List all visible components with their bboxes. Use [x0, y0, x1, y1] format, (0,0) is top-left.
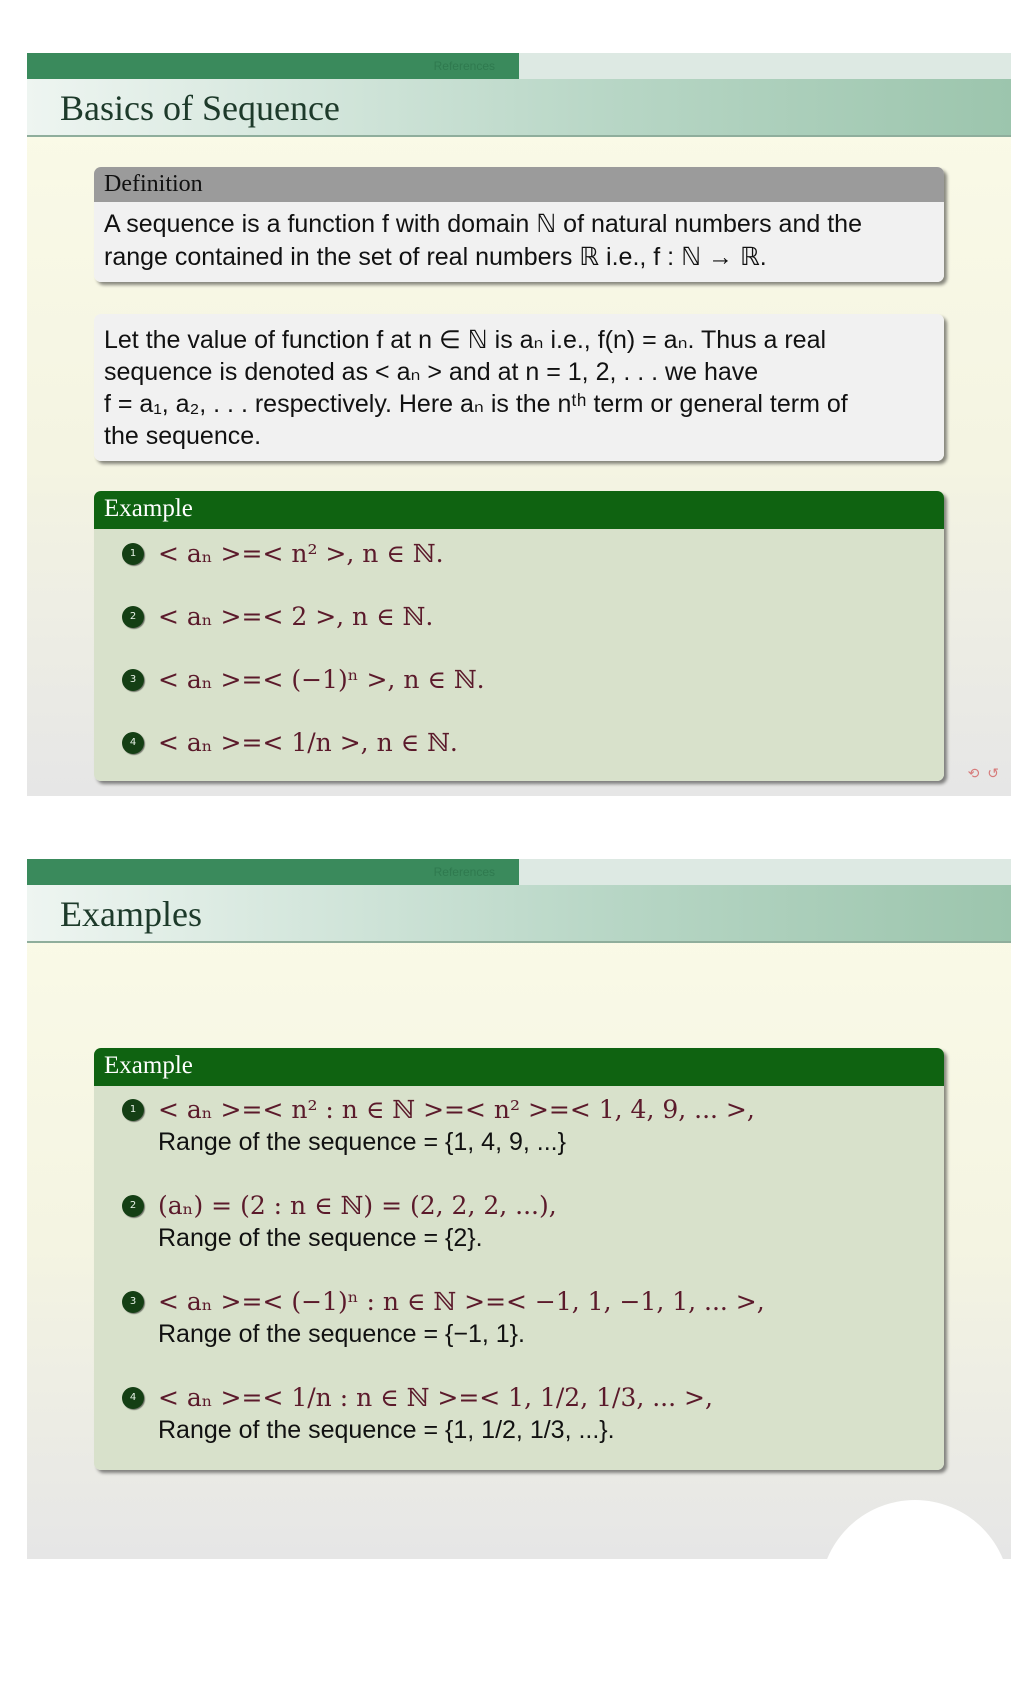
slide-title-bar [27, 79, 1011, 137]
slide-examples [27, 859, 1011, 1559]
list-item [122, 1374, 934, 1470]
slide-title-bar [27, 885, 1011, 943]
item-number-badge: 4 [122, 1387, 144, 1409]
range-statement: Range of the sequence = {1, 1/2, 1/3, ...}. [158, 1416, 615, 1444]
item-number-badge: 3 [122, 1291, 144, 1313]
example-formula: < aₙ >=< 2 >, n ∈ ℕ. [158, 602, 434, 631]
example-formula: < aₙ >=< n² : n ∈ ℕ >=< n² >=< 1, 4, 9, ... >, [158, 1095, 755, 1124]
top-navigation-bar [27, 859, 1011, 885]
list-item [122, 718, 934, 781]
slide-title: Basics of Sequence [60, 88, 340, 128]
sequence-explanation-block [94, 314, 944, 461]
item-number-badge: 1 [122, 1099, 144, 1121]
item-number-badge: 3 [122, 669, 144, 691]
explanation-line-3: f = a₁, a₂, . . . respectively. Here aₙ is the nᵗʰ term or general term of [104, 390, 848, 418]
definition-block [94, 167, 944, 282]
example-heading: Example [94, 491, 944, 529]
range-statement: Range of the sequence = {1, 4, 9, ...} [158, 1128, 566, 1156]
example-formula: < aₙ >=< 1/n >, n ∈ ℕ. [158, 728, 458, 757]
beamer-navigation-icons[interactable]: ⟲ ↺ [967, 765, 1001, 781]
top-navigation-bar [27, 53, 1011, 79]
list-item [122, 1086, 934, 1182]
range-statement: Range of the sequence = {−1, 1}. [158, 1320, 525, 1348]
top-bar-left [27, 53, 519, 79]
top-bar-right [519, 53, 1011, 79]
sequence-explanation-body [94, 314, 944, 461]
floating-overlay-circle[interactable] [820, 1500, 1010, 1690]
example-block [94, 491, 944, 781]
definition-line-2: range contained in the set of real numbers ℝ i.e., f : ℕ → ℝ. [104, 243, 767, 271]
example-heading: Example [94, 1048, 944, 1086]
slide-basics-of-sequence [27, 53, 1011, 796]
definition-heading: Definition [94, 167, 944, 202]
example-formula: < aₙ >=< (−1)ⁿ >, n ∈ ℕ. [158, 665, 485, 694]
example-block [94, 1048, 944, 1470]
range-statement: Range of the sequence = {2}. [158, 1224, 483, 1252]
example-list [94, 529, 944, 781]
references-link[interactable]: References [433, 865, 495, 879]
example-formula: (aₙ) = (2 : n ∈ ℕ) = (2, 2, 2, ...), [158, 1191, 557, 1220]
explanation-line-2: sequence is denoted as < aₙ > and at n = 1, 2, . . . we have [104, 358, 759, 386]
example-formula: < aₙ >=< n² >, n ∈ ℕ. [158, 539, 444, 568]
top-bar-left [27, 859, 519, 885]
item-number-badge: 1 [122, 543, 144, 565]
list-item [122, 1278, 934, 1374]
example-list [94, 1086, 944, 1470]
references-link[interactable]: References [433, 59, 495, 73]
item-number-badge: 2 [122, 1195, 144, 1217]
list-item [122, 1182, 934, 1278]
explanation-line-1: Let the value of function f at n ∈ ℕ is aₙ i.e., f(n) = aₙ. Thus a real [104, 326, 827, 354]
list-item [122, 529, 934, 592]
definition-body [94, 202, 944, 282]
example-formula: < aₙ >=< (−1)ⁿ : n ∈ ℕ >=< −1, 1, −1, 1, ... >, [158, 1287, 765, 1316]
list-item [122, 655, 934, 718]
slide-title: Examples [60, 894, 202, 934]
explanation-line-4: the sequence. [104, 422, 262, 450]
example-formula: < aₙ >=< 1/n : n ∈ ℕ >=< 1, 1/2, 1/3, ... >, [158, 1383, 713, 1412]
top-bar-right [519, 859, 1011, 885]
item-number-badge: 2 [122, 606, 144, 628]
item-number-badge: 4 [122, 732, 144, 754]
definition-line-1: A sequence is a function f with domain ℕ of natural numbers and the [104, 210, 862, 238]
list-item [122, 592, 934, 655]
